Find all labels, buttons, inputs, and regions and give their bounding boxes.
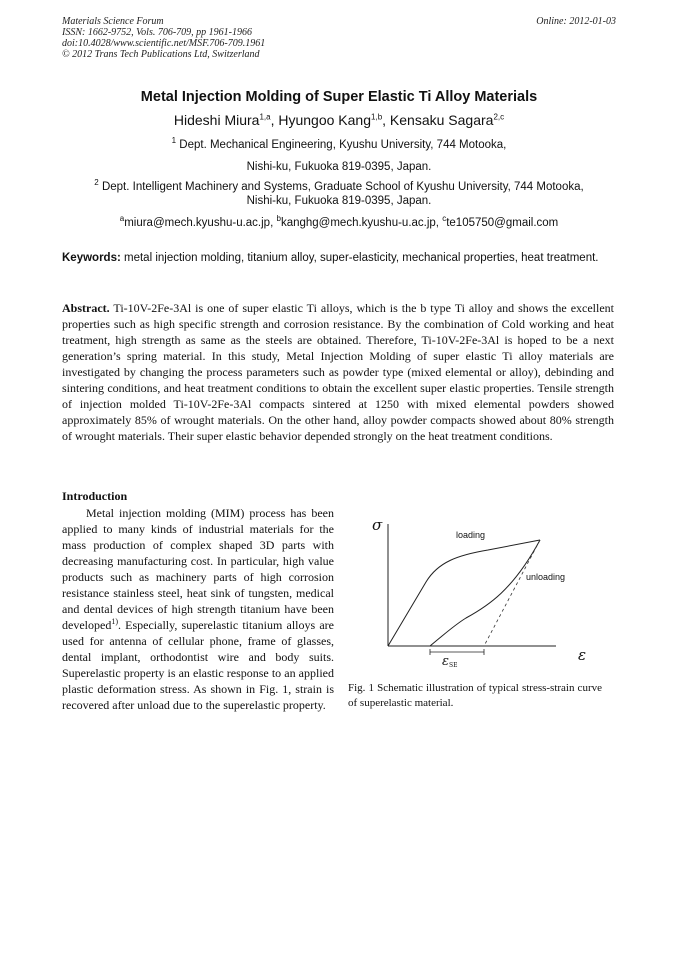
author-name: Kensaku Sagara [389, 112, 494, 128]
abstract [62, 300, 614, 444]
affiliation-mark: 1 [171, 136, 177, 146]
affiliation-line: Dept. Intelligent Machinery and Systems, Graduate School of Kyushu University, 744 Motooka, [101, 181, 584, 193]
affiliation-1 [62, 138, 616, 152]
email-link[interactable]: miura@mech.kyushu-u.ac.jp, [124, 217, 274, 229]
abstract-label: Abstract. [62, 301, 110, 315]
affiliation-line: Dept. Mechanical Engineering, Kyushu University, 744 Motooka, [179, 139, 507, 151]
intro-text-part: . Especially, superelastic titanium alloys are used for antenna of cellular phone, frame of glasses, dental implant, orthodontist wire and body suits. Superelastic property is an elastic response to an applied plastic deformation stress. As shown in Fig. 1, strain is recovered after unload due to the superelastic property. [62, 618, 334, 712]
x-axis-label: ε [578, 646, 587, 664]
unloading-label: unloading [526, 572, 566, 582]
author-sup: 1,b [371, 112, 383, 122]
paper-title: Metal Injection Molding of Super Elastic Ti Alloy Materials [140, 89, 538, 105]
stress-strain-figure [348, 510, 604, 670]
keywords-label: Keywords: [62, 252, 121, 264]
doi-line[interactable]: doi:10.4028/www.scientific.net/MSF.706-709.1961 [62, 38, 266, 49]
elastic-unload-dashed-line [484, 540, 540, 646]
journal-header [62, 16, 616, 60]
loading-curve [388, 540, 540, 646]
figure-caption: Fig. 1 Schematic illustration of typical stress-strain curve of superelastic material. [348, 682, 602, 709]
journal-name: Materials Science Forum [62, 16, 164, 27]
citation-ref: 1) [111, 617, 118, 626]
online-date: Online: 2012-01-03 [536, 16, 616, 27]
intro-text-part: Metal injection molding (MIM) process has been applied to many kinds of industrial materials for the mass production of complex shaped 3D parts with decreasing manufacturing cost. In particular, high value products such as machinery parts of high corrosion resistance stainless steel, heat sink of tungsten, medical and dental devices of high strength titanium have been developed [62, 506, 334, 632]
loading-label: loading [456, 530, 486, 540]
author-list: Hideshi Miura$^{1,a}$, Hyungoo Kang$^{1,b}$, Kensaku Sagara$^{2,c}$ [173, 112, 505, 128]
affiliation-2 [62, 180, 616, 208]
abstract-text: Ti-10V-2Fe-3Al is one of super elastic Ti alloys, which is the b type Ti alloy and shows the excellent properties such as high specific strength and corrosion resistance. By the combination of Cold working and heat treatment, high strength as same as the steels are obtained. Therefore, Ti-10V-2Fe-3Al is hoped to be a next generation’s spring material. In this study, Metal Injection Molding of super elastic Ti alloy materials are investigated by changing the process parameters such as powder type (mixed elemental or alloy), debinding and sintering conditions, and heat treatment conditions to obtain the excellent super elastic properties. Tensile strength of injection molded Ti-10V-2Fe-3Al compacts sintered at 1250 with mixed elemental powders showed approximately 85% of wrought materials. On the other hand, alloy powder compacts showed about 80% strength of wrought materials. Their super elastic behavior depended strongly on the heat treatment conditions. [62, 301, 614, 443]
keywords [62, 250, 614, 266]
issn-line: ISSN: 1662-9752, Vols. 706-709, pp 1961-1966 [62, 27, 252, 38]
introduction-heading: Introduction [62, 489, 128, 503]
affiliation-line: Nishi-ku, Fukuoka 819-0395, Japan. [246, 195, 432, 207]
email-link[interactable]: kanghg@mech.kyushu-u.ac.jp, [280, 217, 440, 229]
y-axis-label: σ [372, 516, 383, 534]
email-mark: c [442, 214, 447, 224]
affiliation-mark: 2 [94, 178, 99, 188]
author-name: Hideshi Miura [173, 112, 260, 128]
copyright-line: © 2012 Trans Tech Publications Ltd, Switzerland [62, 49, 260, 60]
email-line [62, 216, 616, 230]
email-mark: a [119, 214, 125, 224]
introduction-text [62, 505, 334, 713]
author-sup: 2,c [493, 112, 505, 122]
unloading-curve [430, 540, 540, 646]
keywords-text: metal injection molding, titanium alloy, super-elasticity, mechanical properties, heat treatment. [124, 252, 599, 264]
email-link[interactable]: te105750@gmail.com [446, 217, 559, 229]
affiliation-1-cont: Nishi-ku, Fukuoka 819-0395, Japan. [246, 161, 432, 173]
email-mark: b [276, 214, 281, 224]
author-name: Hyungoo Kang [278, 112, 372, 128]
strain-se-label: εSE [442, 654, 458, 669]
author-sup: 1,a [259, 112, 271, 122]
